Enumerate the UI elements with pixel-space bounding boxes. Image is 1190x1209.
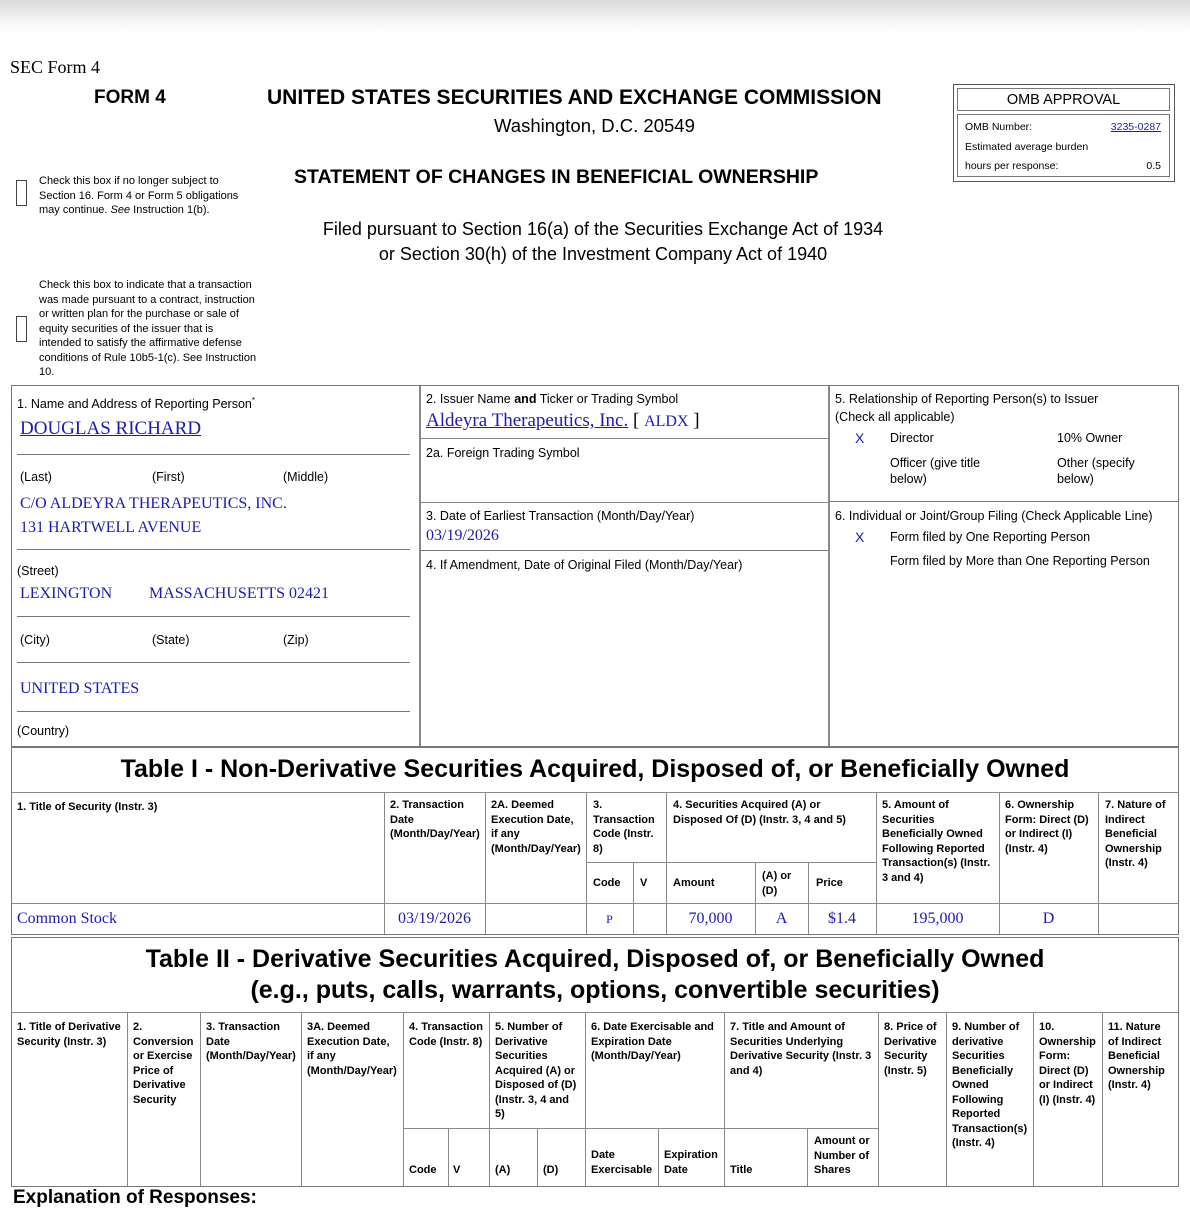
omb-burden-label-2: hours per response: [965,160,1059,172]
city-value: LEXINGTON [20,585,113,602]
t1-row-code: P [606,912,613,926]
t1-sub-ad: (A) or (D) [762,870,792,897]
t1-v7 [1098,793,1099,934]
omb-burden-label-1: Estimated average burden [965,141,1089,153]
street-underline [17,549,410,550]
name-underline [17,454,410,455]
ten-percent-owner-label: 10% Owner [1057,431,1123,445]
t2-h5: 5. Number of Derivative Securities Acquired (A) or Disposed of (D) (Instr. 3, 4 and 5) [495,1021,577,1120]
foreign-underline [420,502,828,503]
rule10b5-text: Check this box to indicate that a transaction was made pursuant to a contract, instruction or written plan for the purchase or sale of equity securities of the issuer that is intended to satisfy the affirmative defense conditions of Rule 10b5-1(c). See Instruction 10. [39,279,257,378]
t2-sub-v: V [453,1164,461,1176]
filed-line-1: Filed pursuant to Section 16(a) of the Securities Exchange Act of 1934 [322,219,884,239]
omb-number-label: OMB Number: [965,121,1033,133]
t2-h1: 1. Title of Derivative Security (Instr. 3) [17,1021,121,1048]
table2-title: Table II - Derivative Securities Acquired, Disposed of, or Beneficially Owned (e.g., puts, calls, warrants, options, convertible securities) [145,945,1045,1004]
t2-sub-a: (A) [495,1164,511,1176]
t2-h11: 11. Nature of Indirect Beneficial Ownership (Instr. 4) [1108,1021,1165,1091]
sec-form-label: SEC Form 4 [10,57,101,77]
t2-v8 [878,1013,879,1186]
one-person-mark: X [855,529,865,545]
divider-2 [828,386,830,746]
t1-header-bottom [12,903,1178,904]
earliest-date-label: 3. Date of Earliest Transaction (Month/Day/Year) [426,509,695,523]
table2-title-line [12,1012,1178,1013]
t2-v1 [127,1013,128,1186]
relationship-label: 5. Relationship of Reporting Person(s) to Issuer [835,392,1099,406]
divider-1 [419,386,421,746]
other-label: Other (specify below) [1057,456,1135,486]
t2-h10: 10. Ownership Form: Direct (D) or Indirect (I) (Instr. 4) [1039,1021,1096,1106]
t1-v2 [485,793,486,934]
box5-bottom [829,501,1179,502]
t1-sub-amount: Amount [673,877,715,889]
t1-h5: 5. Amount of Securities Beneficially Owned Following Reported Transaction(s) (Instr. 3 and 4) [882,799,991,884]
t1-row-price: $1.4 [828,910,856,927]
agency-title: UNITED STATES SECURITIES AND EXCHANGE COMMISSION [267,86,882,109]
t1-row-amount: 70,000 [688,910,733,927]
t1-sub-v: V [640,877,648,889]
foreign-symbol-label: 2a. Foreign Trading Symbol [426,446,580,460]
director-label: Director [890,431,934,445]
zip-label: (Zip) [283,633,309,647]
t1-row-form: D [1042,910,1055,927]
director-mark: X [855,430,865,446]
t2-h3a: 3A. Deemed Execution Date, if any (Month/Day/Year) [307,1021,397,1077]
t2-sub-amount: Amount or Number of Shares [814,1135,870,1176]
country-underline [17,711,410,712]
issuer-label: 2. Issuer Name and Ticker or Trading Symbol [426,392,679,406]
country-value: UNITED STATES [20,680,140,697]
omb-number-link[interactable]: 3235-0287 [1110,121,1161,133]
t1-sub-line [586,862,876,863]
issuer-row: Aldeyra Therapeutics, Inc. [ ALDX ] [426,410,700,431]
last-label: (Last) [20,470,52,484]
t2-v5 [489,1013,490,1186]
city-state-underline [17,662,410,663]
filing-type-label: 6. Individual or Joint/Group Filing (Check Applicable Line) [835,509,1153,523]
t2-v7 [724,1013,725,1186]
t2-sub-code: Code [409,1164,437,1176]
amendment-date-label: 4. If Amendment, Date of Original Filed (Month/Day/Year) [426,558,743,572]
t2-v11 [1102,1013,1103,1186]
omb-title: OMB APPROVAL [957,88,1170,111]
ticker-value: ALDX [644,413,689,430]
top-gradient [0,0,1190,34]
street-label: (Street) [17,564,59,578]
t2-sub-d: (D) [543,1164,559,1176]
one-person-label: Form filed by One Reporting Person [890,530,1091,544]
form-label: FORM 4 [94,87,166,108]
t2-v4b [448,1128,449,1186]
t2-sub-title: Title [730,1164,753,1176]
omb-burden-value: 0.5 [1146,160,1161,172]
earliest-date-underline [420,550,828,551]
t1-sub-code: Code [593,877,621,889]
t2-h9: 9. Number of derivative Securities Beneficially Owned Following Reported Transaction(s) (Instr. 4) [952,1021,1028,1149]
t1-v3b [633,862,634,934]
t1-h2a: 2A. Deemed Execution Date, if any (Month/Day/Year) [491,799,581,855]
state-zip-value: MASSACHUSETTS 02421 [149,585,330,602]
state-label: (State) [152,633,190,647]
t1-row-ad: A [775,910,788,927]
earliest-date-value: 03/19/2026 [426,527,499,544]
first-label: (First) [152,470,185,484]
t2-h4: 4. Transaction Code (Instr. 8) [409,1021,483,1048]
section16-checkbox[interactable] [16,180,27,206]
t1-h2: 2. Transaction Date (Month/Day/Year) [390,799,480,840]
t2-h6: 6. Date Exercisable and Expiration Date (Month/Day/Year) [591,1021,714,1062]
multiple-persons-label: Form filed by More than One Reporting Person [890,554,1150,568]
table1-title: Table I - Non-Derivative Securities Acquired, Disposed of, or Beneficially Owned [120,755,1070,783]
t2-v6 [585,1013,586,1186]
t2-v9 [946,1013,947,1186]
t2-v5b [537,1128,538,1186]
city-label: (City) [20,633,50,647]
t2-h7: 7. Title and Amount of Securities Underlying Derivative Security (Instr. 3 and 4) [730,1021,872,1077]
officer-label: Officer (give title below) [890,456,981,486]
t1-h7: 7. Nature of Indirect Beneficial Ownership (Instr. 4) [1105,799,1166,869]
relationship-sublabel: (Check all applicable) [835,410,955,424]
city-underline [17,616,410,617]
t1-h4: 4. Securities Acquired (A) or Disposed Of (D) (Instr. 3, 4 and 5) [673,799,846,826]
t1-h1: 1. Title of Security (Instr. 3) [17,801,158,813]
t2-v4 [403,1013,404,1186]
t2-h3: 3. Transaction Date (Month/Day/Year) [206,1021,296,1062]
t2-sub-expiration: Expiration Date [664,1149,718,1176]
t1-h6: 6. Ownership Form: Direct (D) or Indirect (I) (Instr. 4) [1005,799,1089,855]
t1-sub-price: Price [816,877,843,889]
t2-sub-line [403,1128,878,1129]
t2-v6b [658,1128,659,1186]
filed-line-2: or Section 30(h) of the Investment Company Act of 1940 [378,244,828,264]
t1-row-title: Common Stock [17,910,118,927]
t2-h8: 8. Price of Derivative Security (Instr. 5) [884,1021,937,1077]
street-line-1: C/O ALDEYRA THERAPEUTICS, INC. [20,495,287,512]
omb-details [957,114,1170,177]
agency-location: Washington, D.C. 20549 [494,115,695,136]
t1-h3: 3. Transaction Code (Instr. 8) [593,799,655,855]
country-label: (Country) [17,724,70,738]
middle-label: (Middle) [283,470,329,484]
t2-v2 [200,1013,201,1186]
t2-sub-date-exercisable: Date Exercisable [591,1149,653,1176]
issuer-underline [420,438,828,439]
omb-box [953,84,1175,182]
t1-row-owned: 195,000 [911,910,964,927]
t2-v10 [1033,1013,1034,1186]
issuer-link[interactable]: Aldeyra Therapeutics, Inc. [426,410,629,431]
table1-title-line [12,792,1178,793]
explanation-heading: Explanation of Responses: [13,1187,257,1208]
street-line-2: 131 HARTWELL AVENUE [20,519,202,536]
section16-text: Check this box if no longer subject to Section 16. Form 4 or Form 5 obligations may continue. See Instruction 1(b). [39,175,239,216]
t2-h2: 2. Conversion or Exercise Price of Derivative Security [133,1021,194,1106]
box1-label: 1. Name and Address of Reporting Person* [17,396,255,412]
t1-row-date: 03/19/2026 [398,910,471,927]
statement-title: STATEMENT OF CHANGES IN BENEFICIAL OWNERSHIP [294,166,819,188]
t2-v3 [301,1013,302,1186]
t2-v7b [807,1128,808,1186]
rule10b5-checkbox[interactable] [16,316,27,342]
reporting-person-link[interactable]: DOUGLAS RICHARD [20,418,202,439]
